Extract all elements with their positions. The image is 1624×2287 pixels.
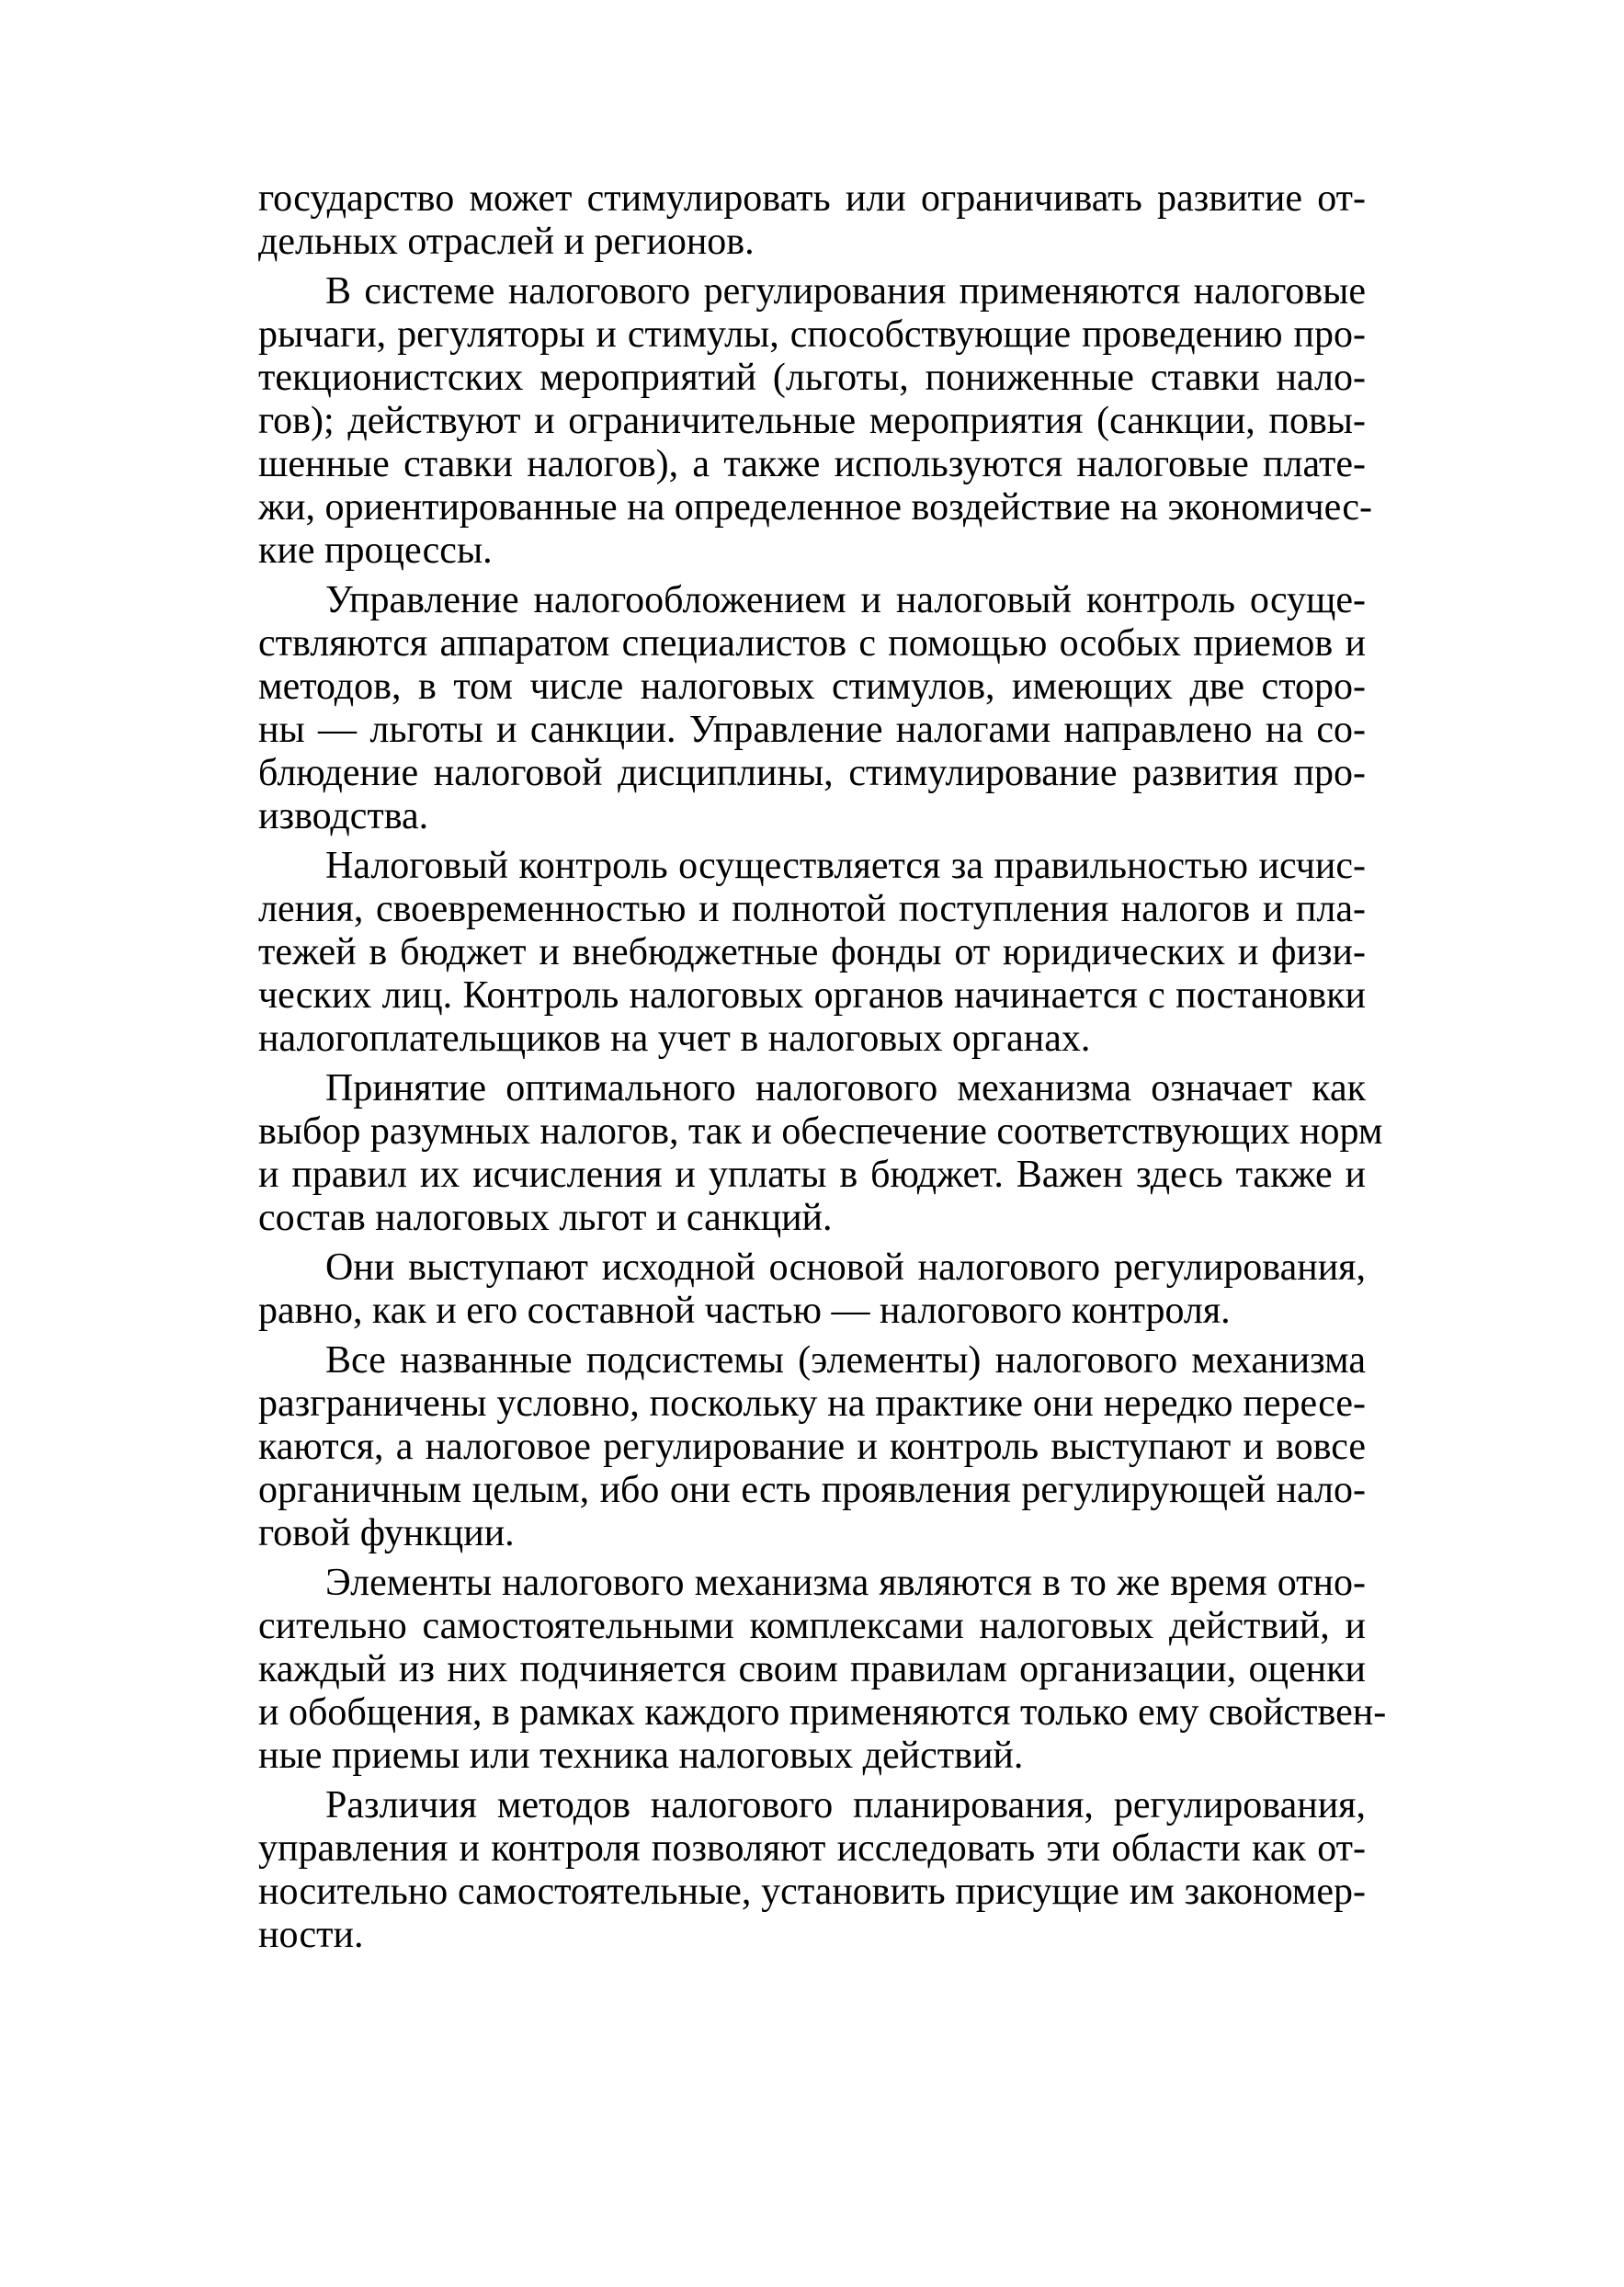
- text-line: Налоговый контроль осуществляется за правильностью исчис-: [325, 845, 1366, 887]
- text-line: государство может стимулировать или ограничивать развитие от-: [258, 177, 1366, 220]
- text-line: рычаги, регуляторы и стимулы, способствующие проведению про-: [258, 313, 1366, 356]
- text-line: ны — льготы и санкции. Управление налогами направлено на со-: [258, 709, 1366, 751]
- text-line: методов, в том числе налоговых стимулов, имеющих две сторо-: [258, 666, 1366, 708]
- text-line: Они выступают исходной основой налогового регулирования,: [325, 1246, 1366, 1289]
- text-line: ности.: [258, 1914, 364, 1956]
- text-line: сительно самостоятельными комплексами налоговых действий, и: [258, 1605, 1366, 1647]
- paragraph: [258, 1784, 1366, 1957]
- text-line: изводства.: [258, 795, 429, 837]
- text-line: дельных отраслей и регионов.: [258, 221, 755, 263]
- text-line: гов); действуют и ограничительные мероприятия (санкции, повы-: [258, 400, 1366, 442]
- text-line: ные приемы или техника налоговых действий.: [258, 1735, 1024, 1777]
- text-line: В системе налогового регулирования применяются налоговые: [325, 270, 1366, 313]
- paragraph: [258, 270, 1372, 573]
- text-line: ствляются аппаратом специалистов с помощью особых приемов и: [258, 622, 1366, 665]
- text-line: выбор разумных налогов, так и обеспечение соответствующих норм: [258, 1110, 1383, 1153]
- paragraph: [258, 845, 1366, 1061]
- text-line: Все названные подсистемы (элементы) налогового механизма: [325, 1339, 1366, 1382]
- text-line: ческих лиц. Контроль налоговых органов начинается с постановки: [258, 974, 1366, 1017]
- paragraph: [258, 1246, 1366, 1333]
- text-line: текционистских мероприятий (льготы, пониженные ставки нало-: [258, 357, 1366, 399]
- text-line: состав налоговых льгот и санкций.: [258, 1197, 833, 1239]
- text-line: равно, как и его составной частью — налогового контроля.: [258, 1290, 1231, 1332]
- text-line: Различия методов налогового планирования, регулирования,: [325, 1784, 1366, 1826]
- text-line: кие процессы.: [258, 529, 493, 572]
- text-line: и обобщения, в рамках каждого применяются только ему свойствен-: [258, 1691, 1387, 1734]
- text-line: каждый из них подчиняется своим правилам организации, оценки: [258, 1648, 1366, 1690]
- text-line: шенные ставки налогов), а также используются налоговые плате-: [258, 443, 1366, 485]
- text-line: разграничены условно, поскольку на практике они нередко пересе-: [258, 1382, 1366, 1425]
- paragraph: [258, 1339, 1366, 1555]
- paragraph: [258, 579, 1366, 838]
- text-line: и правил их исчисления и уплаты в бюджет. Важен здесь также и: [258, 1154, 1366, 1196]
- text-line: Элементы налогового механизма являются в то же время отно-: [325, 1562, 1366, 1604]
- text-line: жи, ориентированные на определенное воздействие на экономичес-: [258, 486, 1372, 529]
- text-line: управления и контроля позволяют исследовать эти области как от-: [258, 1827, 1366, 1870]
- text-line: Управление налогообложением и налоговый контроль осуще-: [325, 579, 1366, 621]
- text-line: налогоплательщиков на учет в налоговых органах.: [258, 1018, 1091, 1060]
- text-line: органичным целым, ибо они есть проявления регулирующей нало-: [258, 1469, 1366, 1511]
- text-line: каются, а налоговое регулирование и контроль выступают и вовсе: [258, 1426, 1366, 1468]
- text-line: Принятие оптимального налогового механизма означает как: [325, 1067, 1366, 1109]
- document-page-body: [258, 177, 1387, 1957]
- paragraph: [258, 177, 1366, 264]
- paragraph: [258, 1562, 1387, 1778]
- text-line: говой функции.: [258, 1512, 515, 1554]
- text-line: блюдение налоговой дисциплины, стимулирование развития про-: [258, 752, 1366, 794]
- text-line: тежей в бюджет и внебюджетные фонды от юридических и физи-: [258, 931, 1366, 973]
- text-line: ления, своевременностью и полнотой поступления налогов и пла-: [258, 888, 1366, 930]
- paragraph: [258, 1067, 1383, 1240]
- text-line: носительно самостоятельные, установить присущие им закономер-: [258, 1871, 1366, 1913]
